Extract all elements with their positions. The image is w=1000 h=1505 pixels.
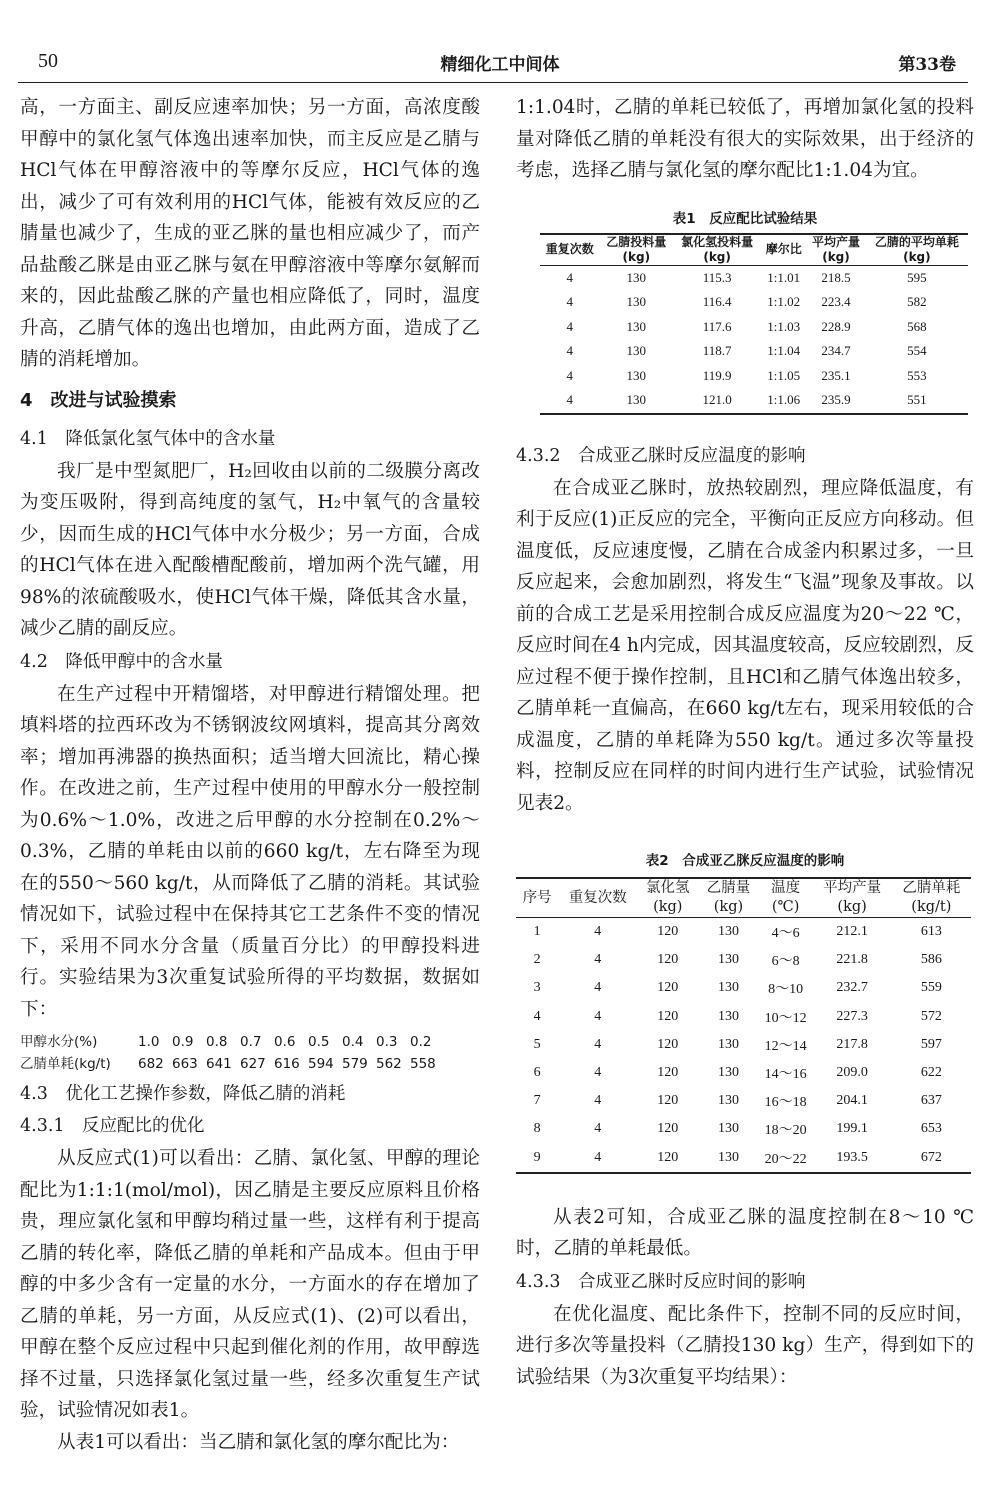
- table2-header: 氯化氢: [646, 880, 690, 896]
- water-value: 0.8: [206, 1034, 228, 1050]
- unit-value: 558: [410, 1056, 436, 1072]
- table-cell: 130: [717, 1121, 739, 1137]
- table-cell: 1: [533, 924, 541, 940]
- table-cell: 2: [533, 952, 541, 968]
- table-cell: 12～14: [764, 1038, 807, 1054]
- left-column: [20, 92, 480, 1458]
- table1-header: 乙腈的平均单耗: [874, 234, 959, 249]
- table-row: [540, 315, 968, 340]
- table-cell: 4: [566, 343, 573, 359]
- table-cell: 16～18: [764, 1095, 807, 1111]
- table-cell: 120: [657, 1008, 679, 1024]
- table-cell: 18～20: [764, 1123, 807, 1139]
- water-value: 0.4: [342, 1034, 364, 1050]
- table-cell: 130: [717, 1036, 739, 1052]
- table-cell: 4: [594, 1121, 602, 1137]
- table2-header: 平均产量: [823, 880, 882, 896]
- table-cell: 193.5: [836, 1149, 868, 1165]
- table2-header: 温度: [771, 880, 801, 896]
- table-cell: 9: [533, 1149, 541, 1165]
- table1-header: 重复次数: [540, 234, 599, 266]
- table-cell: 572: [920, 1008, 942, 1024]
- table-cell: 1:1.02: [767, 294, 801, 310]
- table-cell: 120: [657, 924, 679, 940]
- table-cell: 554: [907, 343, 927, 359]
- table-cell: 130: [717, 1149, 739, 1165]
- table2-header: 重复次数: [558, 878, 637, 918]
- table-cell: 130: [717, 980, 739, 996]
- table-cell: 130: [717, 1008, 739, 1024]
- unit-row: [20, 1053, 480, 1075]
- unit-value: 627: [240, 1056, 266, 1072]
- water-value: 0.7: [240, 1034, 262, 1050]
- table-cell: 120: [657, 1036, 679, 1052]
- table-cell: 5: [533, 1036, 541, 1052]
- table-cell: 235.1: [821, 367, 851, 383]
- table-cell: 3: [533, 980, 541, 996]
- paragraph-4-1: 我厂是中型氮肥厂，H₂回收由以前的二级膜分离改为变压吸附，得到高纯度的氢气，H₂中氧气的含量较少，因而生成的HCl气体中水分极少；另一方面，合成的HCl气体在进入配酸槽配酸前，增加两个洗气罐，用98%的浓硫酸吸水，使HCl气体干燥，降低其含水量，减少乙腈的副反应。: [20, 460, 480, 639]
- section-heading-4-3-1: 4.3.1 反应配比的优化: [20, 1116, 205, 1136]
- table-cell: 559: [920, 980, 942, 996]
- unit-value: 616: [274, 1056, 300, 1072]
- table-cell: 130: [626, 294, 647, 310]
- table1-caption: 表1 反应配比试验结果: [672, 210, 818, 227]
- section-heading-4-1: 4.1 降低氯化氢气体中的含水量: [20, 428, 276, 449]
- table-cell: 4: [594, 1065, 602, 1081]
- paragraph-4-3-2: 在合成亚乙脒时，放热较剧烈，理应降低温度，有利于反应(1)正反应的完全，平衡向正反应方向移动。但温度低，反应速度慢，乙腈在合成釜内积累过多，一旦反应起来，会愈加剧烈，将发生“飞温”现象及事故。以前的合成工艺是采用控制合成反应温度为20～22 ℃，反应时间在4 h内完成，因其温度较高，反应较剧烈，反应过程不便于操作控制，且HCl和乙腈气体逸出较多，乙腈单耗一直偏高，在660 kg/t左右，现采用较低的合成温度，乙腈的单耗降为550 kg/t。通过多次等量投料，控制反应在同样的时间内进行生产试验，试验情况见表2。: [516, 477, 974, 814]
- table2-unit: (kg/t): [911, 899, 952, 915]
- section-heading-4-3: 4.3 优化工艺操作参数，降低乙腈的消耗: [20, 1084, 346, 1104]
- table-cell: 227.3: [836, 1008, 868, 1024]
- table-row: [516, 946, 971, 974]
- table-row: [516, 974, 971, 1002]
- table1-unit: (kg): [822, 249, 850, 264]
- table-cell: 130: [626, 318, 647, 334]
- table-cell: 130: [626, 392, 647, 408]
- table-row: [540, 265, 968, 290]
- table-cell: 8～10: [768, 982, 804, 998]
- table-cell: 199.1: [836, 1121, 868, 1137]
- table-cell: 4: [594, 952, 602, 968]
- unit-label: 乙腈单耗(kg/t): [20, 1056, 111, 1072]
- table-cell: 4: [594, 1149, 602, 1165]
- table-cell: 1:1.06: [767, 392, 801, 408]
- table-cell: 8: [533, 1121, 541, 1137]
- table-cell: 4: [566, 294, 573, 310]
- table1-unit: (kg): [903, 249, 931, 264]
- table2: [516, 877, 971, 1174]
- volume-label: 第33卷: [898, 55, 956, 75]
- table1-unit: (kg): [703, 249, 731, 264]
- paragraph-after-table2: 从表2可知，合成亚乙脒的温度控制在8～10 ℃时，乙腈的单耗最低。: [516, 1206, 974, 1260]
- table-cell: 4: [594, 1036, 602, 1052]
- table-cell: 568: [907, 318, 927, 334]
- table-cell: 130: [717, 1065, 739, 1081]
- water-value: 1.0: [138, 1034, 160, 1050]
- table-cell: 1:1.05: [767, 367, 801, 383]
- right-column: [516, 92, 974, 1393]
- section-heading-4: 4 改进与试验摸索: [20, 389, 177, 411]
- table-row: [540, 364, 968, 389]
- water-row: [20, 1031, 480, 1053]
- table1: [540, 233, 968, 415]
- table1-header: 乙腈投料量: [606, 234, 667, 249]
- journal-title: 精细化工中间体: [440, 55, 560, 75]
- table-cell: 119.9: [702, 367, 732, 383]
- page-number: 50: [38, 50, 58, 72]
- water-value: 0.9: [172, 1034, 194, 1050]
- table-cell: 120: [657, 1065, 679, 1081]
- section-heading-4-2: 4.2 降低甲醇中的含水量: [20, 651, 223, 672]
- table-row: [516, 1115, 971, 1143]
- table-cell: 613: [920, 924, 942, 940]
- table-cell: 130: [626, 269, 647, 285]
- table-cell: 232.7: [836, 980, 868, 996]
- table-cell: 118.7: [702, 343, 732, 359]
- table-cell: 115.3: [702, 269, 732, 285]
- table-cell: 586: [920, 952, 942, 968]
- table2-header: 乙腈量: [706, 880, 751, 896]
- table-cell: 597: [920, 1036, 942, 1052]
- table-row: [516, 1059, 971, 1087]
- table2-unit: (kg): [713, 899, 744, 915]
- table-cell: 120: [657, 1121, 679, 1137]
- table-cell: 235.9: [821, 392, 851, 408]
- table2-caption: 表2 合成亚乙脒反应温度的影响: [645, 853, 845, 869]
- table1-header: 平均产量: [811, 234, 860, 249]
- table-cell: 553: [907, 367, 927, 383]
- table-cell: 4: [566, 269, 573, 285]
- table-cell: 212.1: [836, 924, 868, 940]
- table2-unit: (kg): [653, 899, 683, 915]
- table-cell: 218.5: [821, 269, 851, 285]
- table-row: [516, 1144, 971, 1173]
- table-cell: 209.0: [836, 1065, 868, 1081]
- table2-unit: (kg): [837, 899, 867, 915]
- water-value: 0.6: [274, 1034, 296, 1050]
- table-cell: 672: [920, 1149, 942, 1165]
- table-row: [540, 290, 968, 315]
- table1-header: 氯化氢投料量: [681, 234, 754, 249]
- water-data-block: [20, 1031, 480, 1075]
- unit-value: 682: [138, 1056, 164, 1072]
- table-cell: 4: [594, 1008, 602, 1024]
- table-cell: 1:1.04: [767, 343, 801, 359]
- table-cell: 234.7: [821, 343, 851, 359]
- table-cell: 120: [657, 1093, 679, 1109]
- table-cell: 130: [626, 367, 647, 383]
- table-row: [516, 1087, 971, 1115]
- table-cell: 10～12: [764, 1010, 807, 1026]
- table-cell: 4: [566, 367, 573, 383]
- table-cell: 121.0: [702, 392, 732, 408]
- unit-value: 562: [376, 1056, 402, 1072]
- table-cell: 1:1.01: [767, 269, 801, 285]
- paragraph-continued: 高，一方面主、副反应速率加快；另一方面，高浓度酸甲醇中的氯化氢气体逸出速率加快，而主反应是乙腈与HCl气体在甲醇溶液中的等摩尔反应，HCl气体的逸出，减少了可有效利用的HCl气体，能被有效反应的乙腈量也减少了，生成的亚乙脒的量也相应减少了，而产品盐酸乙脒是由亚乙脒与氨在甲醇溶液中等摩尔氨解而来的，因此盐酸乙脒的产量也相应降低了，同时，温度升高，乙腈气体的逸出也增加，由此两方面，造成了乙腈的消耗增加。: [20, 97, 480, 370]
- table-row: [540, 388, 968, 414]
- table-row: [516, 918, 971, 947]
- table-cell: 637: [920, 1093, 942, 1109]
- table-cell: 130: [717, 952, 739, 968]
- table-cell: 653: [920, 1121, 942, 1137]
- unit-value: 579: [342, 1056, 368, 1072]
- table-cell: 4: [594, 980, 602, 996]
- paragraph-4-3-1: 从反应式(1)可以看出：乙腈、氯化氢、甲醇的理论配比为1:1:1(mol/mol)，因乙腈是主要反应原料且价格贵，理应氯化氢和甲醇均稍过量一些，这样有利于提高乙腈的转化率，降低乙腈的单耗和产品成本。但由于甲醇的中多少含有一定量的水分，一方面水的存在增加了乙腈的单耗，另一方面，从反应式(1)、(2)可以看出，甲醇在整个反应过程中只起到催化剂的作用，故甲醇选择不过量，只选择氯化氢过量一些，经多次重复生产试验，试验情况如表1。: [20, 1148, 480, 1421]
- table-cell: 1:1.03: [767, 318, 801, 334]
- table1-header: 摩尔比: [761, 234, 806, 266]
- table2-header: 乙腈单耗: [902, 880, 961, 896]
- header-rule: [18, 82, 968, 83]
- section-heading-4-3-2: 4.3.2 合成亚乙脒时反应温度的影响: [516, 445, 806, 466]
- water-label: 甲醇水分(%): [20, 1034, 98, 1050]
- table-cell: 14～16: [764, 1067, 807, 1083]
- table-cell: 130: [626, 343, 647, 359]
- paragraph-4-2: 在生产过程中开精馏塔，对甲醇进行精馏处理。把填料塔的拉西环改为不锈钢波纹网填料，提高其分离效率；增加再沸器的换热面积；适当增大回流比，精心操作。在改进之前，生产过程中使用的甲醇水分一般控制为0.6%～1.0%，改进之后甲醇的水分控制在0.2%～0.3%，乙腈的单耗由以前的660 kg/t，左右降至为现在的550～560 kg/t，从而降低了乙腈的消耗。其试验情况如下，试验过程中在保持其它工艺条件不变的情况下，采用不同水分含量（质量百分比）的甲醇投料进行。实验结果为3次重复试验所得的平均数据，数据如下：: [20, 683, 480, 1020]
- table-cell: 221.8: [836, 952, 868, 968]
- table-cell: 7: [533, 1093, 541, 1109]
- table-cell: 4: [533, 1008, 541, 1024]
- unit-value: 663: [172, 1056, 198, 1072]
- paragraph-4-3-1-b: 从表1可以看出：当乙腈和氯化氢的摩尔配比为：: [57, 1431, 460, 1453]
- table-cell: 6: [533, 1065, 541, 1081]
- table-cell: 551: [907, 392, 927, 408]
- table-cell: 6～8: [771, 954, 800, 970]
- table2-header: 序号: [516, 878, 558, 918]
- table2-unit: (℃): [771, 899, 800, 915]
- table-row: [516, 1031, 971, 1059]
- table-cell: 622: [920, 1065, 942, 1081]
- water-value: 0.5: [308, 1034, 330, 1050]
- table-cell: 228.9: [821, 318, 851, 334]
- unit-value: 641: [206, 1056, 232, 1072]
- table-row: [516, 1003, 971, 1031]
- section-heading-4-3-3: 4.3.3 合成亚乙脒时反应时间的影响: [516, 1271, 806, 1292]
- table-cell: 20～22: [764, 1151, 807, 1167]
- table1-unit: (kg): [622, 249, 651, 264]
- table-cell: 117.6: [702, 318, 732, 334]
- table-cell: 595: [907, 269, 927, 285]
- table-cell: 4: [566, 318, 573, 334]
- paragraph-right-continued: 1:1.04时，乙腈的单耗已较低了，再增加氯化氢的投料量对降低乙腈的单耗没有很大的实际效果，出于经济的考虑，选择乙腈与氯化氢的摩尔配比1:1.04为宜。: [516, 97, 974, 181]
- table-cell: 4: [594, 924, 602, 940]
- water-value: 0.2: [410, 1034, 432, 1050]
- table-cell: 116.4: [702, 294, 732, 310]
- water-value: 0.3: [376, 1034, 398, 1050]
- table-cell: 582: [907, 294, 927, 310]
- table-cell: 130: [717, 924, 739, 940]
- table-cell: 120: [657, 980, 679, 996]
- table-cell: 130: [717, 1093, 739, 1109]
- running-header: [20, 48, 980, 78]
- table-cell: 223.4: [821, 294, 851, 310]
- paragraph-4-3-3: 在优化温度、配比条件下，控制不同的反应时间，进行多次等量投料（乙腈投130 kg）生产，得到如下的试验结果（为3次重复平均结果）：: [516, 1303, 974, 1388]
- table-row: [540, 339, 968, 364]
- table-cell: 4: [566, 392, 573, 408]
- table-cell: 4～6: [771, 926, 800, 942]
- table-cell: 204.1: [836, 1093, 868, 1109]
- table-cell: 120: [657, 952, 679, 968]
- table-cell: 217.8: [836, 1036, 868, 1052]
- unit-value: 594: [308, 1056, 334, 1072]
- table-cell: 4: [594, 1093, 602, 1109]
- table-cell: 120: [657, 1149, 679, 1165]
